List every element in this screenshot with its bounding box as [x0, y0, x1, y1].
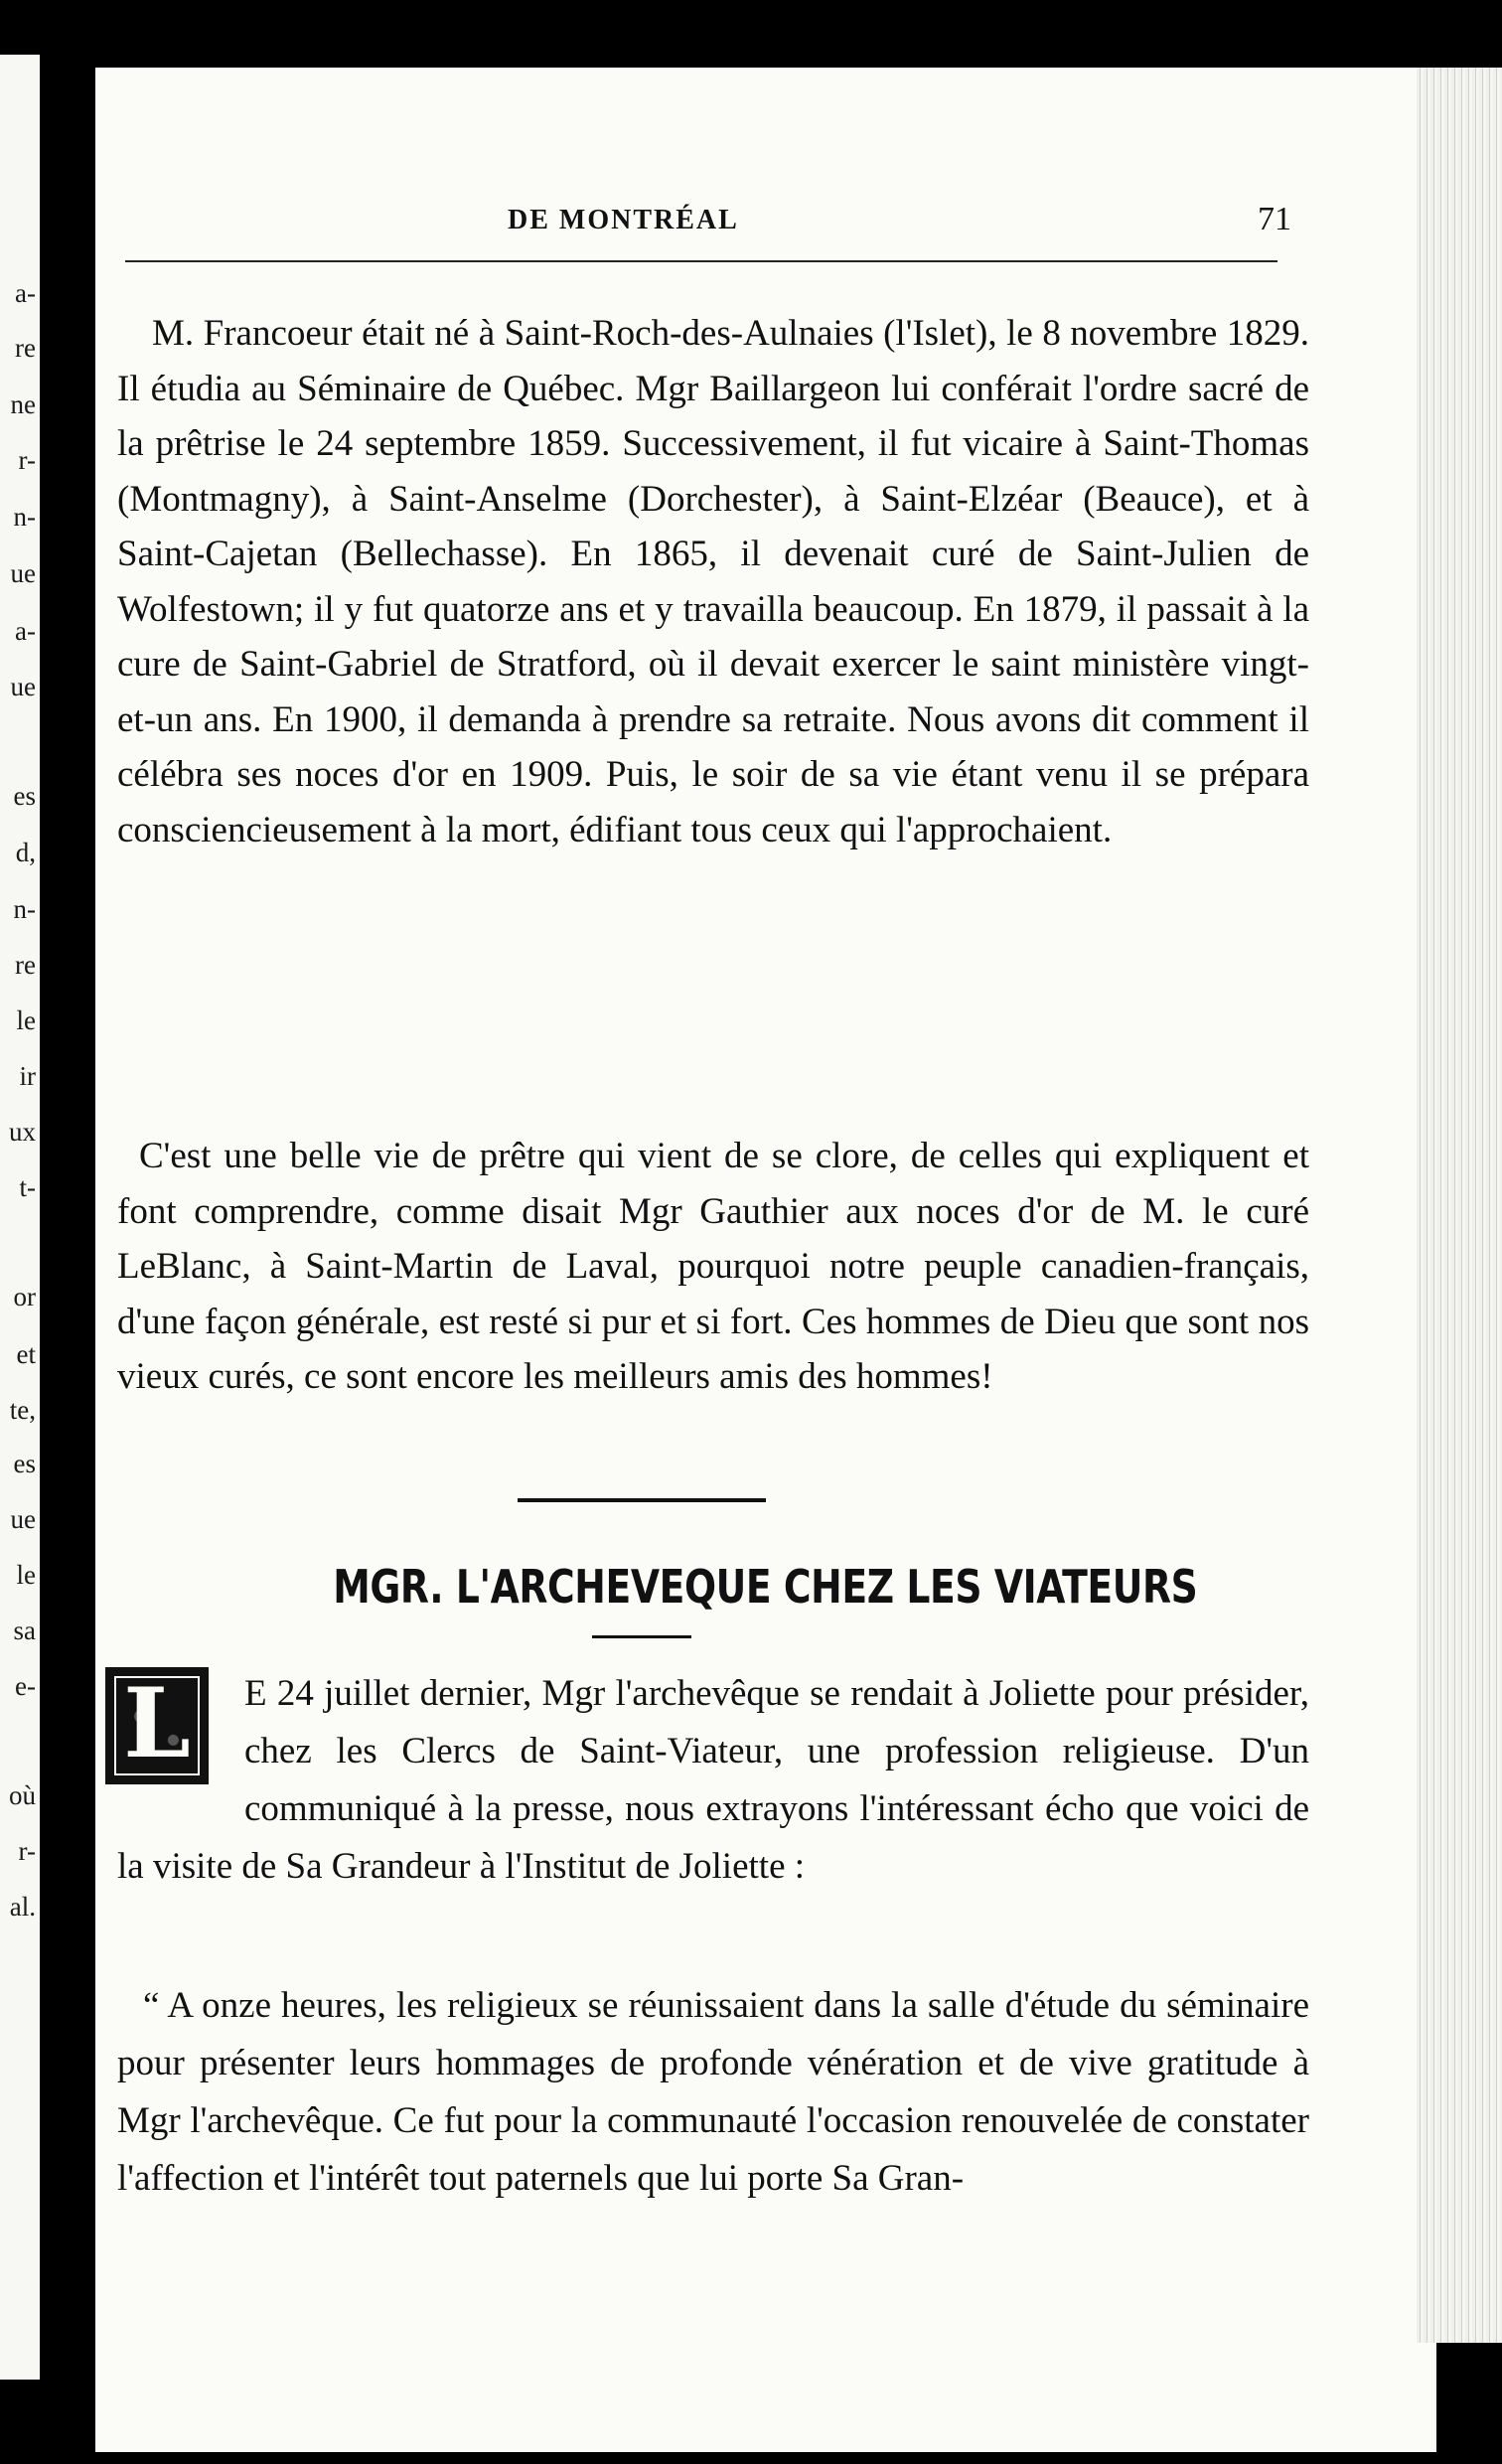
facing-page-fragment: sa — [13, 1616, 36, 1645]
facing-page-fragment: d, — [15, 838, 36, 867]
facing-page-fragment: ux — [9, 1117, 36, 1147]
facing-page-fragment: te, — [9, 1395, 36, 1425]
facing-page-fragment: ue — [10, 558, 36, 588]
facing-page-fragment: or — [13, 1282, 36, 1311]
article-paragraph-1-text: E 24 juillet dernier, Mgr l'archevêque se rendait à Joliette pour présider, chez les Clercs de Saint-Viateur, une profession religieuse. D'un communiqué à la presse, nous extrayons l'intéressant écho que voici de la visite de Sa Grandeur à l'Institut de Joliette : — [117, 1673, 1309, 1887]
article-title: MGR. L'ARCHEVEQUE CHEZ LES VIATEURS — [333, 1560, 1198, 1614]
facing-page-fragment: a- — [15, 278, 36, 308]
facing-page-fragment: n- — [13, 894, 36, 924]
facing-page-fragment: re — [15, 950, 36, 980]
facing-page-fragment: al. — [9, 1892, 36, 1922]
facing-page-fragment: le — [16, 1560, 36, 1590]
facing-page-fragment: et — [16, 1339, 36, 1369]
facing-page-fragment: ir — [19, 1061, 36, 1091]
obituary-paragraph-1: M. Francoeur était né à Saint-Roch-des-Aulnaies (l'Islet), le 8 novembre 1829. Il étudia au Séminaire de Québec. Mgr Baillargeon lui conférait l'ordre sacré de la prêtrise le 24 septembre 1859. Successivement, il fut vicaire à Saint-Thomas (Montmagny), à Saint-Anselme (Dorchester), à Saint-Elzéar (Beauce), et à Saint-Cajetan (Bellechasse). En 1865, il devenait curé de Saint-Julien de Wolfestown; il y fut quatorze ans et y travailla beaucoup. En 1879, il passait à la cure de Saint-Gabriel de Stratford, où il devait exercer le saint ministère vingt-et-un ans. En 1900, il demanda à prendre sa retraite. Nous avons dit comment il célébra ses noces d'or en 1909. Puis, le soir de sa vie étant venu il se prépara consciencieusement à la mort, édifiant tous ceux qui l'approchaient. — [117, 313, 1309, 850]
facing-page-fragment: n- — [13, 502, 36, 532]
running-title: DE MONTRÉAL — [508, 205, 739, 235]
facing-page-fragment: ue — [10, 672, 36, 701]
facing-page-fragment: r- — [18, 1836, 36, 1866]
article-paragraph-1 — [117, 1665, 1309, 1896]
facing-page-fragment: où — [9, 1780, 36, 1810]
header-rule — [125, 260, 1277, 262]
facing-page-fragment: t- — [19, 1172, 36, 1202]
title-underline-rule — [592, 1635, 691, 1638]
facing-page-fragment: r- — [18, 445, 36, 475]
article-paragraph-2: “ A onze heures, les religieux se réunissaient dans la salle d'étude du séminaire pour présenter leurs hommages de profonde vénération et de vive gratitude à Mgr l'archevêque. Ce fut pour la communauté l'occasion renouvelée de constater l'affection et l'intérêt tout paternels que lui porte Sa Gran- — [117, 1985, 1309, 2199]
facing-page-fragment: a- — [15, 616, 36, 646]
section-separator-rule — [518, 1498, 766, 1502]
facing-page-fragment: le — [16, 1005, 36, 1035]
facing-page-fragment: es — [13, 1449, 36, 1478]
page-stack-edge — [1417, 68, 1502, 2343]
book-page — [95, 68, 1436, 2452]
page-header — [95, 201, 1397, 254]
facing-page-fragment: e- — [15, 1671, 36, 1701]
dropcap-letter: L — [123, 1667, 191, 1779]
facing-page-fragment: re — [15, 333, 36, 363]
facing-page-edge — [0, 55, 40, 2380]
obituary-paragraph-2: C'est une belle vie de prêtre qui vient de se clore, de celles qui expliquent et font comprendre, comme disait Mgr Gauthier aux noces d'or de M. le curé LeBlanc, à Saint-Martin de Laval, pourquoi notre peuple canadien-français, d'une façon générale, est resté si pur et si fort. Ces hommes de Dieu que sont nos vieux curés, ce sont encore les meilleurs amis des hommes! — [117, 1136, 1309, 1397]
facing-page-fragment: es — [13, 781, 36, 811]
page-number: 71 — [1258, 201, 1291, 237]
facing-page-fragment: ne — [10, 389, 36, 419]
facing-page-fragment: ue — [10, 1504, 36, 1534]
